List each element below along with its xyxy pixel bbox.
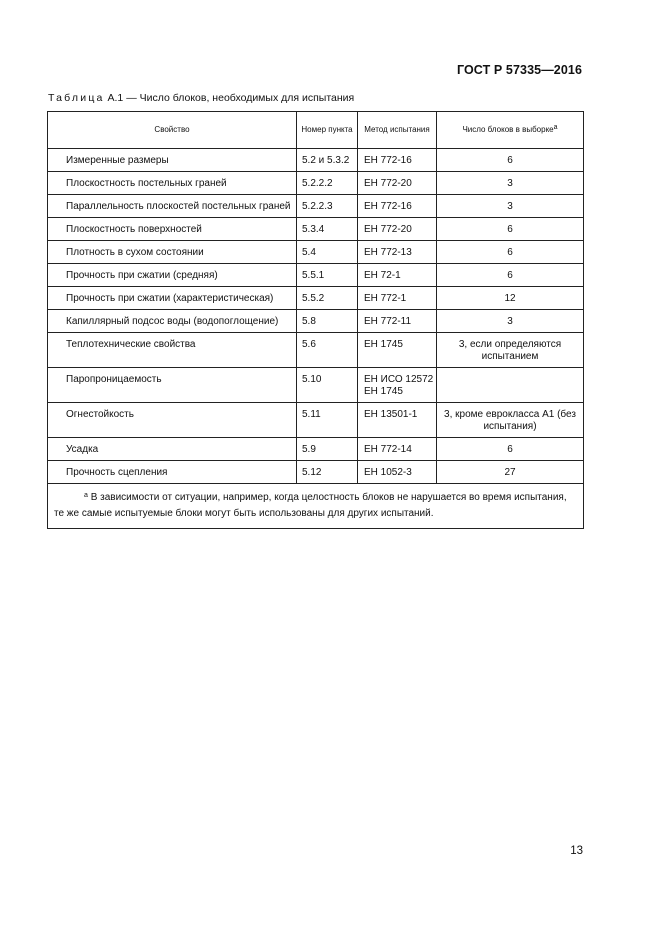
cell-clause: 5.4 — [297, 241, 358, 264]
table-row — [48, 310, 584, 333]
cell-method: ЕН 772-16 — [358, 195, 437, 218]
caption-label: Таблица — [48, 92, 105, 104]
cell-clause: 5.9 — [297, 438, 358, 461]
cell-property: Плотность в сухом состоянии — [48, 241, 297, 264]
cell-count: 6 — [437, 264, 584, 287]
cell-property: Плоскостность поверхностей — [48, 218, 297, 241]
table-row — [48, 195, 584, 218]
cell-method: ЕН 772-20 — [358, 218, 437, 241]
cell-property: Измеренные размеры — [48, 149, 297, 172]
cell-clause: 5.8 — [297, 310, 358, 333]
table-row — [48, 241, 584, 264]
cell-method: ЕН 1052-3 — [358, 461, 437, 484]
cell-clause: 5.12 — [297, 461, 358, 484]
header-method: Метод испытания — [358, 112, 437, 149]
cell-clause: 5.5.1 — [297, 264, 358, 287]
cell-method: ЕН 72-1 — [358, 264, 437, 287]
cell-method: ЕН 772-14 — [358, 438, 437, 461]
footnote-text: В зависимости от ситуации, например, когда целостность блоков не нарушается во время испытания, те же самые испытуемые блоки могут быть использованы для других испытаний. — [54, 492, 567, 519]
cell-count: 27 — [437, 461, 584, 484]
table-row — [48, 368, 584, 403]
cell-property: Прочность сцепления — [48, 461, 297, 484]
cell-count: 3 — [437, 172, 584, 195]
cell-count — [437, 368, 584, 403]
cell-property: Параллельность плоскостей постельных граней — [48, 195, 297, 218]
table-row — [48, 149, 584, 172]
cell-method: ЕН 772-1 — [358, 287, 437, 310]
cell-count: 6 — [437, 438, 584, 461]
cell-property: Прочность при сжатии (характеристическая) — [48, 287, 297, 310]
cell-clause: 5.2 и 5.3.2 — [297, 149, 358, 172]
cell-clause: 5.10 — [297, 368, 358, 403]
header-count-footnote-mark: a — [553, 124, 558, 131]
cell-count: 3 — [437, 310, 584, 333]
cell-clause: 5.3.4 — [297, 218, 358, 241]
cell-method: ЕН 1745 — [358, 333, 437, 368]
blocks-table — [47, 111, 584, 529]
cell-property: Усадка — [48, 438, 297, 461]
cell-clause: 5.5.2 — [297, 287, 358, 310]
cell-clause: 5.2.2.2 — [297, 172, 358, 195]
table-footnote — [48, 484, 584, 529]
cell-method: ЕН 772-20 — [358, 172, 437, 195]
table-row — [48, 438, 584, 461]
cell-method: ЕН ИСО 12572 ЕН 1745 — [358, 368, 437, 403]
table-row — [48, 287, 584, 310]
header-clause: Номер пункта — [297, 112, 358, 149]
cell-property: Капиллярный подсос воды (водопоглощение) — [48, 310, 297, 333]
cell-property: Прочность при сжатии (средняя) — [48, 264, 297, 287]
table-row — [48, 172, 584, 195]
header-count — [437, 112, 584, 149]
page-number: 13 — [570, 845, 583, 857]
cell-property: Теплотехнические свойства — [48, 333, 297, 368]
cell-count: 3, если определяются испытанием — [437, 333, 584, 368]
cell-count: 6 — [437, 218, 584, 241]
table-row — [48, 218, 584, 241]
footnote-mark: a — [84, 492, 88, 499]
cell-method: ЕН 772-11 — [358, 310, 437, 333]
caption-number: А.1 — [107, 92, 124, 104]
table-row — [48, 461, 584, 484]
cell-method: ЕН 772-13 — [358, 241, 437, 264]
cell-clause: 5.6 — [297, 333, 358, 368]
cell-clause: 5.2.2.3 — [297, 195, 358, 218]
cell-count: 6 — [437, 149, 584, 172]
table-row — [48, 264, 584, 287]
cell-count: 3 — [437, 195, 584, 218]
table-header-row — [48, 112, 584, 149]
table-row — [48, 333, 584, 368]
cell-method: ЕН 13501-1 — [358, 403, 437, 438]
header-count-label: Число блоков в выборке — [462, 125, 554, 134]
caption-title: — Число блоков, необходимых для испытания — [126, 92, 355, 104]
cell-property: Огнестойкость — [48, 403, 297, 438]
cell-count: 6 — [437, 241, 584, 264]
cell-property: Паропроницаемость — [48, 368, 297, 403]
cell-property: Плоскостность постельных граней — [48, 172, 297, 195]
header-property: Свойство — [48, 112, 297, 149]
table-row — [48, 403, 584, 438]
cell-clause: 5.11 — [297, 403, 358, 438]
footnote-row — [48, 484, 584, 529]
table-caption — [48, 92, 354, 104]
cell-count: 3, кроме еврокласса А1 (без испытания) — [437, 403, 584, 438]
document-id: ГОСТ Р 57335—2016 — [456, 63, 582, 77]
cell-method: ЕН 772-16 — [358, 149, 437, 172]
cell-count: 12 — [437, 287, 584, 310]
